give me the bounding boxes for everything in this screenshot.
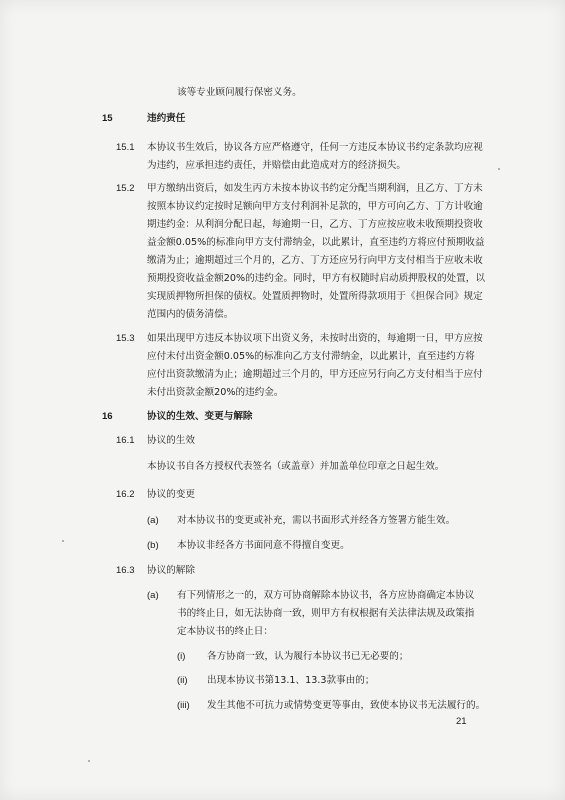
- clause-16-2-number: 16.2: [116, 489, 135, 500]
- section-16-title: 协议的生效、变更与解除: [147, 411, 253, 422]
- clause-16-3-i-text: 各方协商一致，认为履行本协议书已无必要的；: [207, 651, 409, 662]
- clause-15-1-line: 本协议书生效后，协议各方应严格遵守，任何一方违反本协议书约定条款均应视: [147, 142, 483, 153]
- clause-15-2-line: 实现质押物所担保的债权。处置质押物时，处置所得款项用于《担保合同》规定: [147, 291, 483, 302]
- scan-speck: [88, 760, 90, 762]
- clause-15-1-number: 15.1: [116, 142, 135, 153]
- clause-16-3-a-line: 定本协议书的终止日：: [177, 626, 273, 637]
- clause-16-3-iii-label: (iii): [177, 700, 190, 711]
- clause-16-3-i-label: (i): [177, 651, 186, 662]
- clause-15-3-line: 未付出资款金额20%的违约金。: [147, 387, 284, 398]
- clause-16-2-a-label: (a): [147, 515, 159, 526]
- section-15-title: 违约责任: [147, 113, 186, 124]
- clause-15-3-number: 15.3: [116, 333, 135, 344]
- clause-15-2-line: 甲方缴纳出资后，如发生丙方未按本协议书约定分配当期利润，且乙方、丁方未: [147, 183, 483, 194]
- clause-15-2-line: 缴清为止；逾期超过三个月的，乙方、丁方还应另行向甲方支付相当于应收未收: [147, 255, 483, 266]
- clause-15-2-line: 按照本协议约定按时足额向甲方支付利润补足款的，甲方可向乙方、丁方计收逾: [147, 201, 483, 212]
- clause-15-2-line: 期违约金：从利润分配日起，每逾期一日，乙方、丁方应按应收未收预期投资收: [147, 219, 483, 230]
- clause-16-1-number: 16.1: [116, 435, 135, 446]
- page-number: 21: [456, 716, 467, 727]
- clause-16-3-a-line: 书的终止日，如无法协商一致，则甲方有权根据有关法律法规及政策指: [177, 608, 475, 619]
- clause-16-2-b-text: 本协议非经各方书面同意不得擅自变更。: [177, 540, 350, 551]
- clause-16-1-title: 协议的生效: [147, 435, 195, 446]
- clause-16-3-ii-text: 出现本协议书第13.1、13.3款事由的；: [207, 675, 375, 686]
- clause-16-3-number: 16.3: [116, 565, 135, 576]
- clause-15-2-line: 范围内的债务清偿。: [147, 309, 234, 320]
- clause-16-2-title: 协议的变更: [147, 489, 195, 500]
- clause-16-3-a-line: 有下列情形之一的，双方可协商解除本协议书，各方应协商确定本协议: [177, 590, 475, 601]
- clause-16-2-b-label: (b): [147, 540, 159, 551]
- clause-15-2-number: 15.2: [116, 183, 135, 194]
- scan-speck: [62, 540, 64, 542]
- clause-15-1-line: 为违约，应承担违约责任，并赔偿由此造成对方的经济损失。: [147, 160, 407, 171]
- clause-15-2-line: 预期投资收益金额20%的违约金。同时，甲方有权随时启动质押股权的处置，以: [147, 273, 485, 284]
- clause-16-3-a-label: (a): [147, 590, 159, 601]
- clause-16-1-text: 本协议书自各方授权代表签名（或盖章）并加盖单位印章之日起生效。: [147, 461, 445, 472]
- clause-15-3-line: 如果出现甲方违反本协议项下出资义务，未按时出资的，每逾期一日，甲方应按: [147, 333, 483, 344]
- intro-line: 该等专业顾问履行保密义务。: [177, 87, 302, 98]
- clause-16-3-title: 协议的解除: [147, 565, 195, 576]
- clause-15-2-line: 益金额0.05%的标准向甲方支付滞纳金，以此累计，直至违约方将应付预期收益: [147, 237, 485, 248]
- clause-15-3-line: 应付未付出资金额0.05%的标准向乙方支付滞纳金，以此累计，直至违约方将: [147, 351, 475, 362]
- section-16-number: 16: [102, 411, 113, 422]
- scan-speck: [498, 168, 500, 170]
- section-15-number: 15: [102, 113, 113, 124]
- clause-16-2-a-text: 对本协议书的变更或补充，需以书面形式并经各方签署方能生效。: [177, 515, 456, 526]
- clause-16-3-iii-text: 发生其他不可抗力或情势变更等事由，致使本协议书无法履行的。: [207, 700, 486, 711]
- clause-16-3-ii-label: (ii): [177, 675, 188, 686]
- clause-15-3-line: 应付出资款缴清为止；逾期超过三个月的，甲方还应另行向乙方支付相当于应付: [147, 369, 483, 380]
